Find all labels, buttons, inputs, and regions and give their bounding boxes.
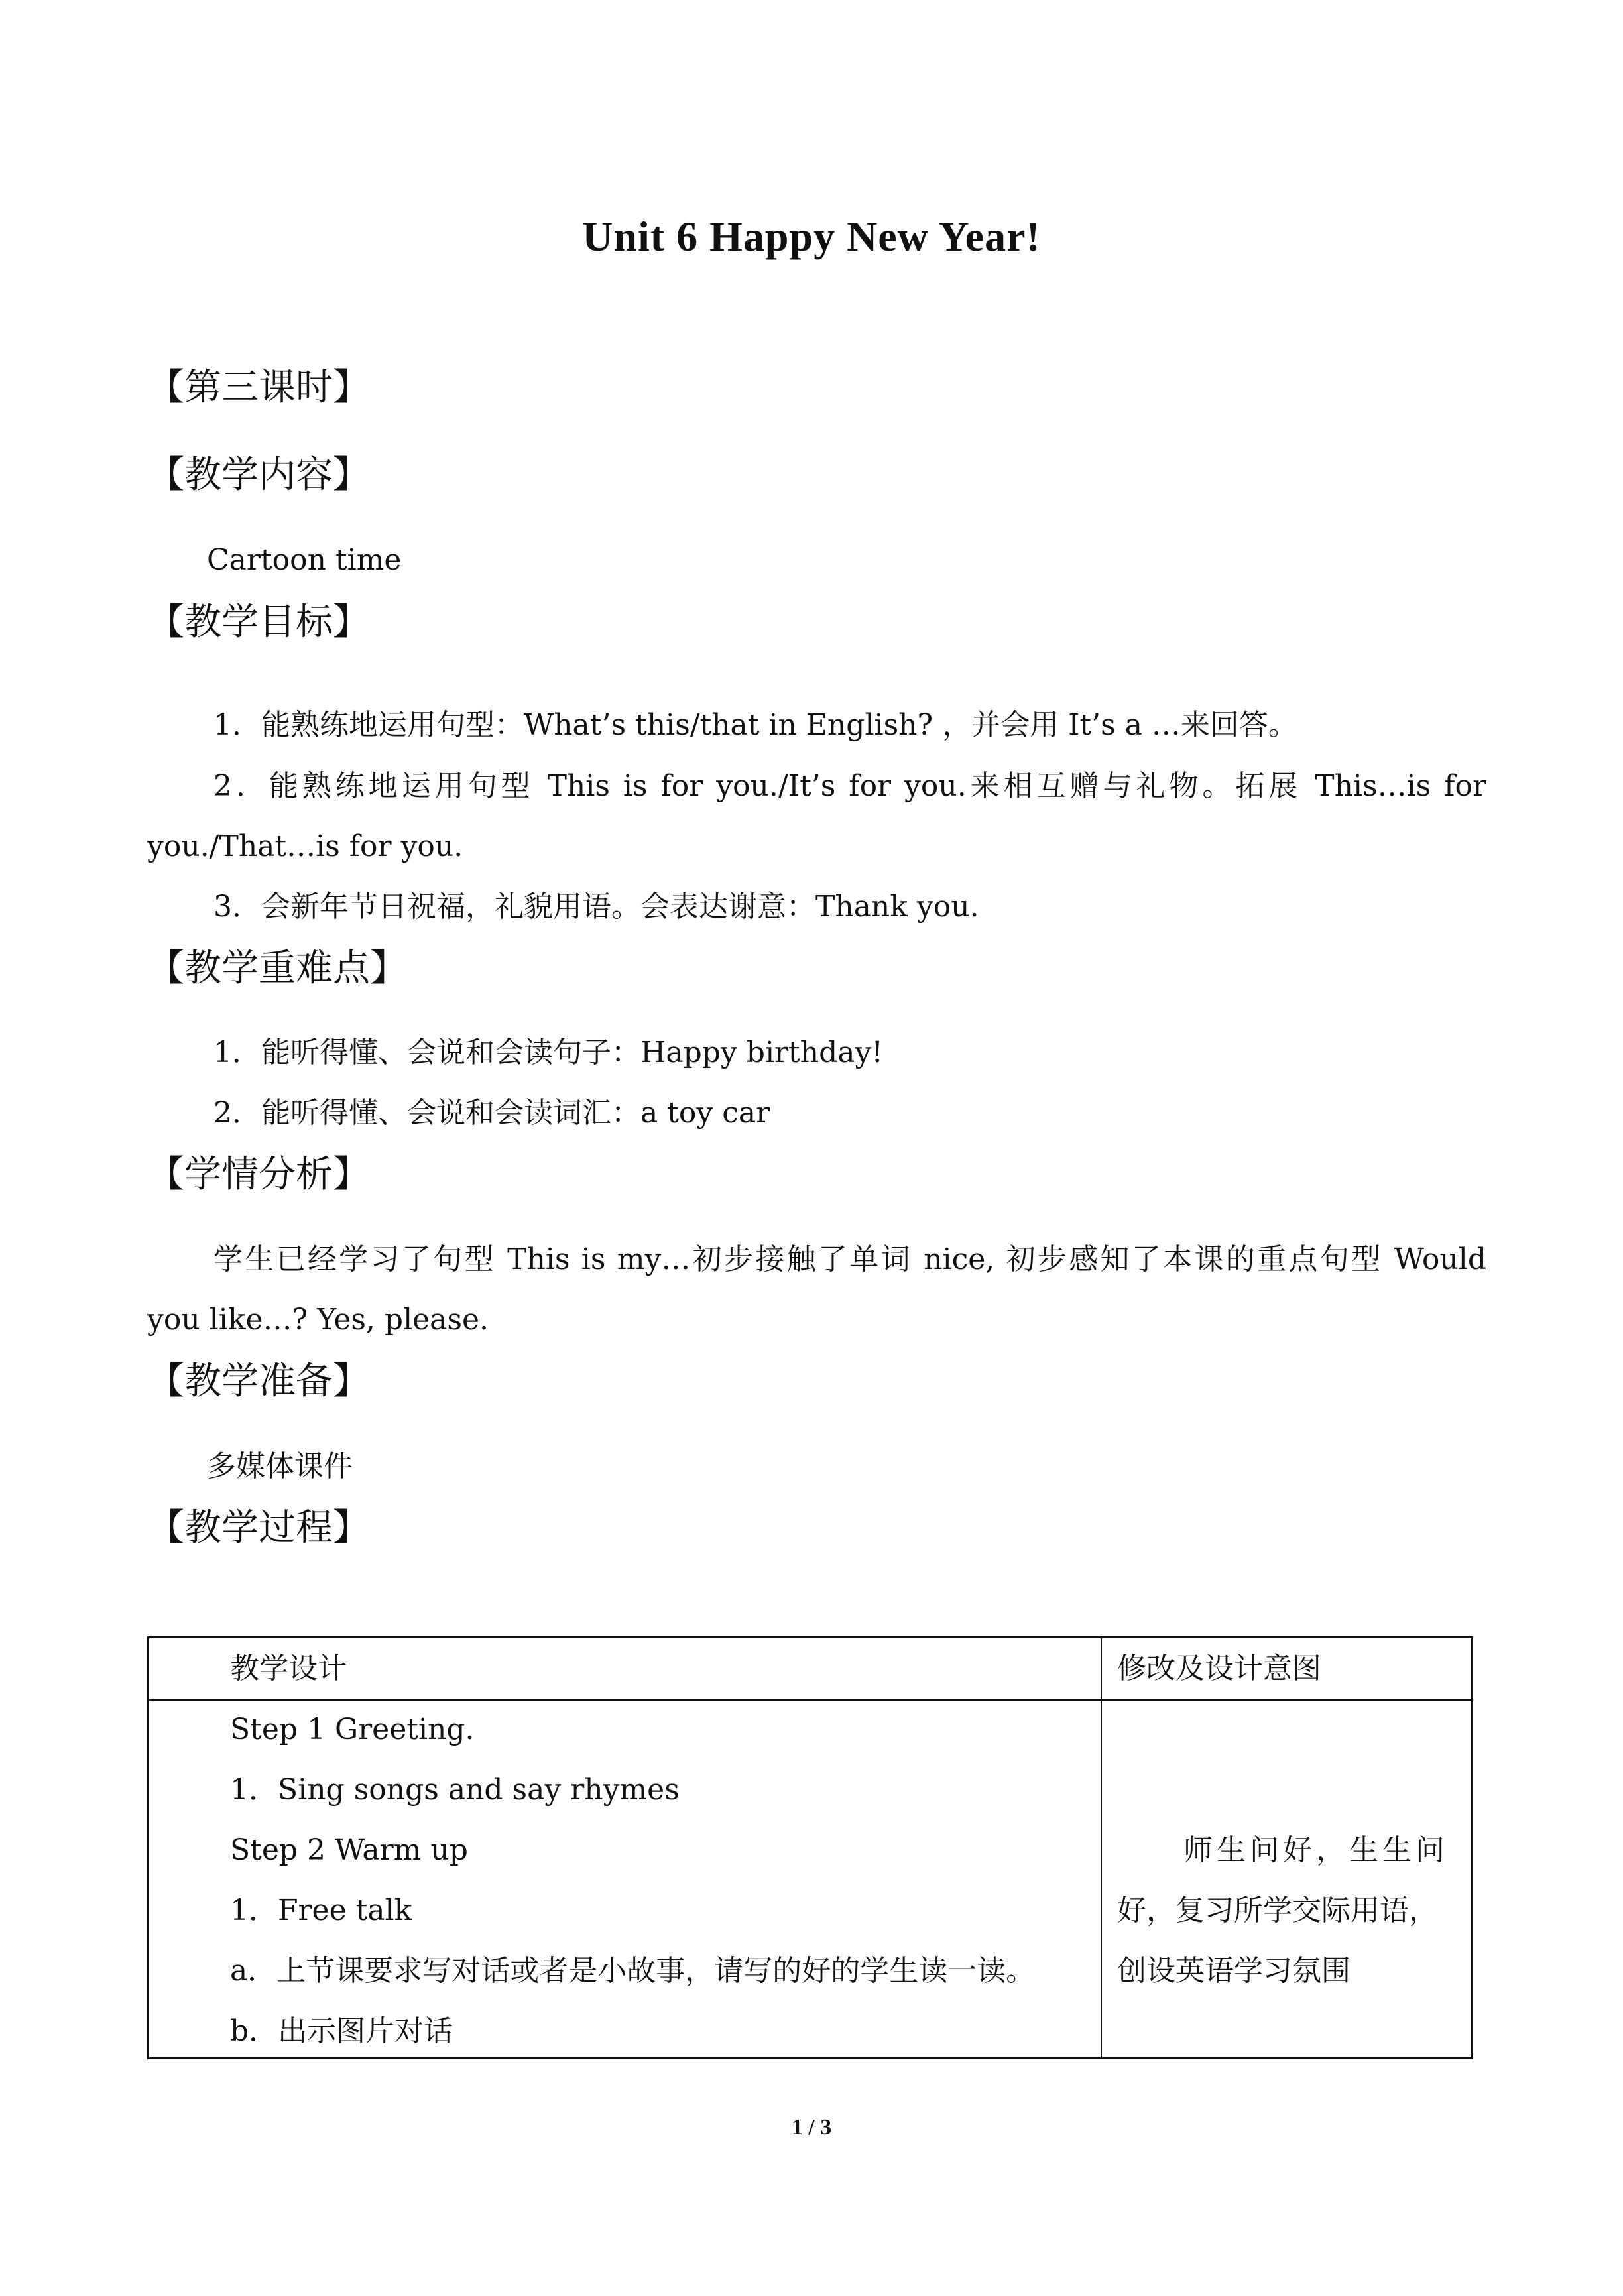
table-header-intent: 修改及设计意图 <box>1117 1652 1321 1685</box>
page-title: Unit 6 Happy New Year! <box>582 213 1041 260</box>
table-column-divider <box>1101 1638 1102 2057</box>
content-heading: 【教学内容】 <box>147 453 370 497</box>
period-heading: 【第三课时】 <box>147 366 370 409</box>
table-left-line: a．上节课要求写对话或者是小故事，请写的好的学生读一读。 <box>230 1954 1036 1988</box>
keypoint-2: 2．能听得懂、会说和会读词汇：a toy car <box>213 1096 770 1130</box>
preparation-text: 多媒体课件 <box>207 1449 353 1483</box>
lesson-process-table <box>147 1636 1473 2059</box>
table-left-line: Step 2 Warm up <box>230 1833 468 1867</box>
table-right-line: 师生问好，生生问 <box>1183 1833 1449 1867</box>
keypoint-1: 1．能听得懂、会说和会读句子：Happy birthday! <box>213 1036 884 1069</box>
table-left-line: 1．Free talk <box>230 1894 412 1927</box>
table-header-divider <box>149 1699 1471 1701</box>
table-left-line: Step 1 Greeting. <box>230 1713 475 1746</box>
objectives-heading: 【教学目标】 <box>147 601 370 644</box>
analysis-heading: 【学情分析】 <box>147 1153 370 1196</box>
table-left-line: b．出示图片对话 <box>230 2014 453 2048</box>
keypoints-heading: 【教学重难点】 <box>147 947 407 990</box>
table-header-design: 教学设计 <box>230 1652 347 1685</box>
objective-2-line-1: 2．能熟练地运用句型 This is for you./It’s for you.来相互赠与礼物。拓展 This…is for <box>213 769 1486 803</box>
table-right-line: 创设英语学习氛围 <box>1117 1954 1351 1988</box>
objective-3: 3．会新年节日祝福，礼貌用语。会表达谢意：Thank you. <box>213 890 979 924</box>
analysis-line-1: 学生已经学习了句型 This is my…初步接触了单词 nice, 初步感知了本课的重点句型 Would <box>213 1242 1486 1276</box>
table-left-line: 1．Sing songs and say rhymes <box>230 1773 680 1807</box>
page-number: 1 / 3 <box>791 2115 832 2140</box>
table-right-line: 好，复习所学交际用语， <box>1117 1894 1438 1927</box>
objective-1: 1．能熟练地运用句型：What’s this/that in English? ，并会用 It’s a …来回答。 <box>213 708 1297 742</box>
analysis-line-2: you like…? Yes, please. <box>147 1303 489 1337</box>
content-text: Cartoon time <box>207 543 402 577</box>
preparation-heading: 【教学准备】 <box>147 1360 370 1403</box>
process-heading: 【教学过程】 <box>147 1506 370 1549</box>
objective-2-line-2: you./That…is for you. <box>147 829 463 863</box>
